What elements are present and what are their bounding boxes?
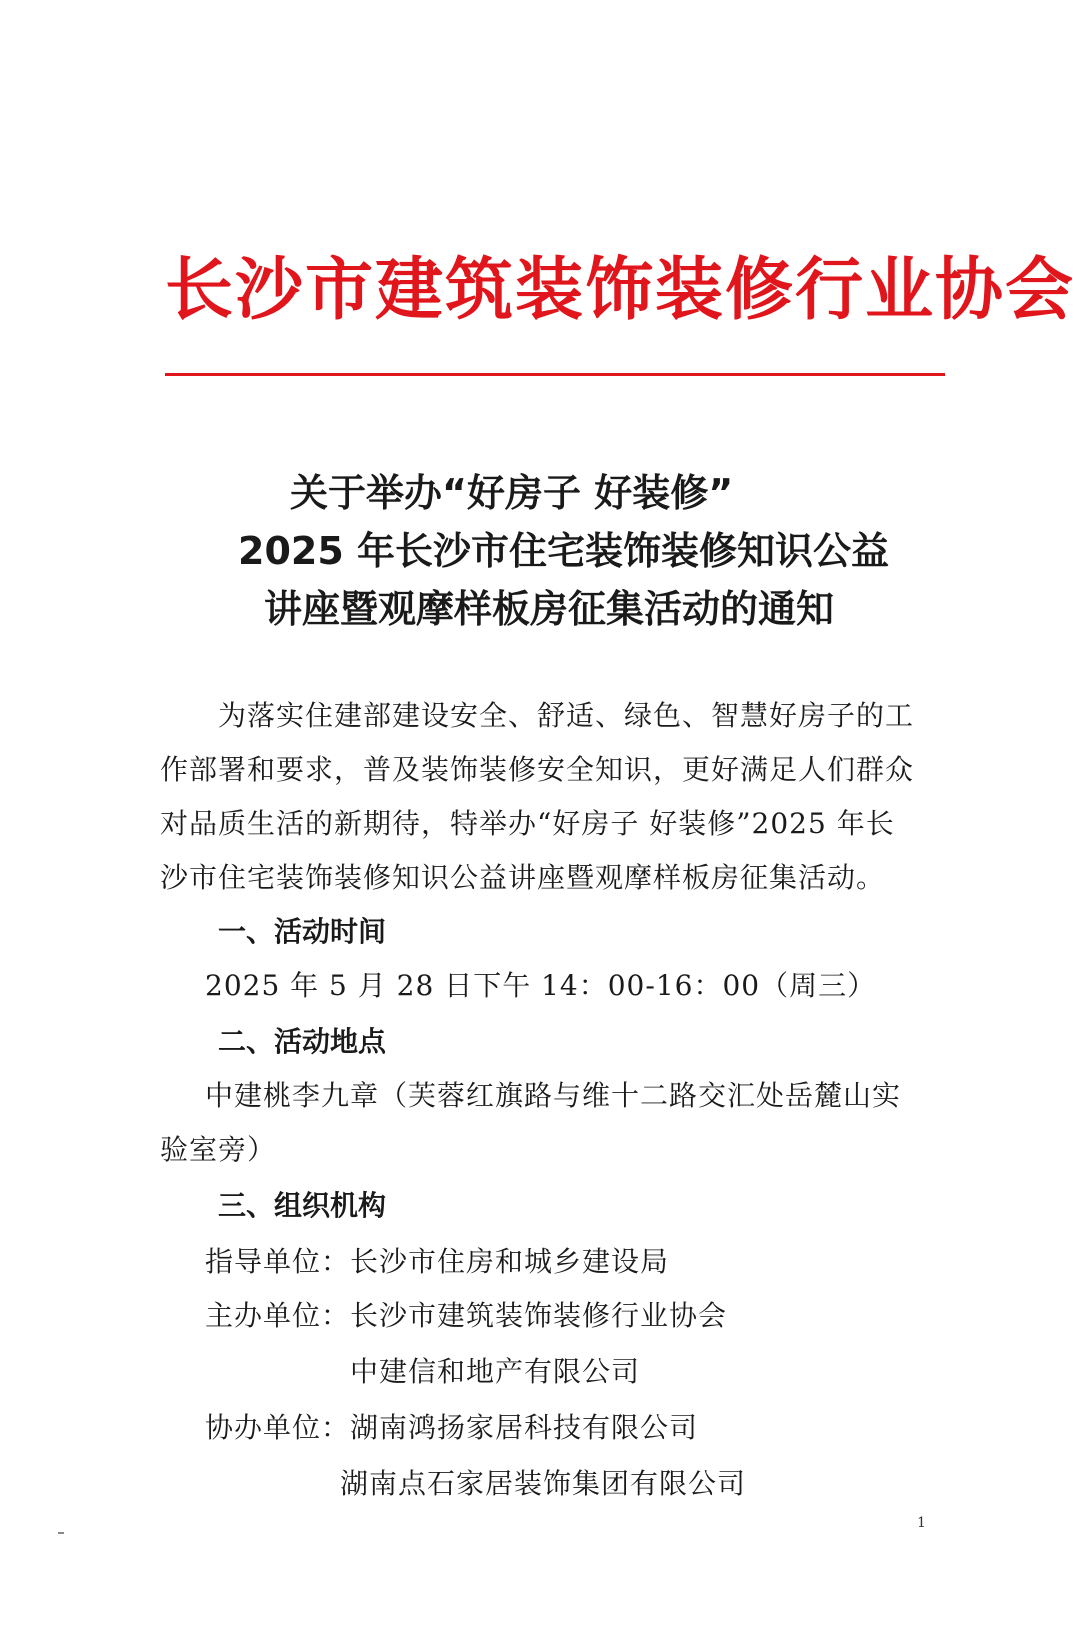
- event-time: 2025 年 5 月 28 日下午 14：00-16：00（周三）: [205, 969, 877, 1002]
- guide-unit-label: 指导单位：: [205, 1245, 351, 1278]
- co-unit-value-1: 湖南鸿扬家居科技有限公司: [350, 1411, 699, 1444]
- event-location-line-2: 验室旁）: [160, 1133, 277, 1166]
- co-unit-label: 协办单位：: [205, 1411, 351, 1444]
- intro-line-3: 对品质生活的新期待，特举办“好房子 好装修”2025 年长: [160, 807, 895, 840]
- host-unit-value-2: 中建信和地产有限公司: [350, 1355, 641, 1388]
- event-location-line-1: 中建桃李九章（芙蓉红旗路与维十二路交汇处岳麓山实: [205, 1079, 902, 1112]
- host-unit-value-1: 长沙市建筑装饰装修行业协会: [350, 1299, 728, 1332]
- section-1-heading: 一、活动时间: [218, 915, 387, 948]
- guide-unit-value: 长沙市住房和城乡建设局: [350, 1245, 670, 1278]
- title-line-3: 讲座暨观摩样板房征集活动的通知: [264, 587, 835, 631]
- section-3-heading: 三、组织机构: [218, 1189, 387, 1222]
- organization-header: 长沙市建筑装饰装修行业协会: [165, 251, 1076, 330]
- title-line-2: 2025 年长沙市住宅装饰装修知识公益: [238, 529, 889, 573]
- section-2-heading: 二、活动地点: [218, 1025, 387, 1058]
- intro-line-1: 为落实住建部建设安全、舒适、绿色、智慧好房子的工: [218, 699, 915, 732]
- intro-line-4: 沙市住宅装饰装修知识公益讲座暨观摩样板房征集活动。: [160, 861, 886, 894]
- host-unit-label: 主办单位：: [205, 1299, 351, 1332]
- title-line-1: 关于举办“好房子 好装修”: [290, 471, 734, 515]
- page-number: 1: [917, 1515, 926, 1531]
- co-unit-value-2: 湖南点石家居装饰集团有限公司: [340, 1467, 747, 1500]
- scan-mark: [58, 1532, 64, 1534]
- intro-line-2: 作部署和要求，普及装饰装修安全知识，更好满足人们群众: [160, 753, 915, 786]
- header-divider: [165, 373, 945, 376]
